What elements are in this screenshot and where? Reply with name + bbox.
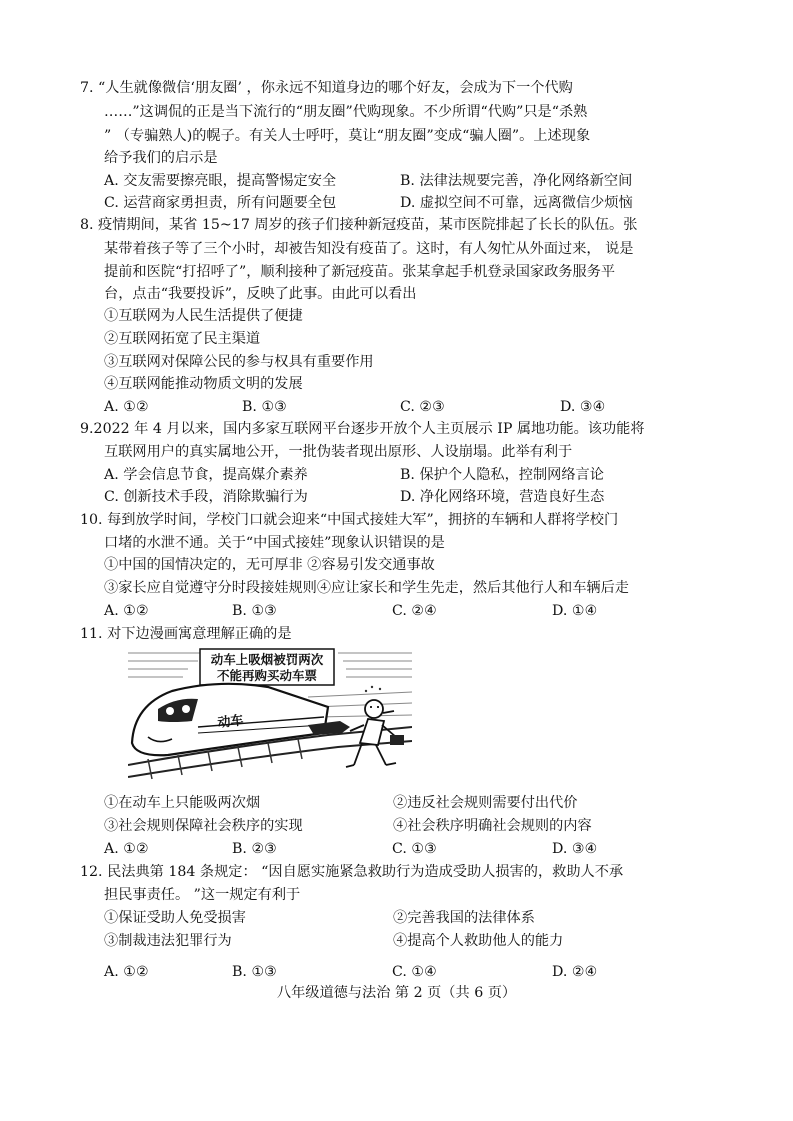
q10-statements-1-2: ①中国的国情决定的，无可厚非 ②容易引发交通事故	[104, 557, 435, 573]
q7-option-c: C. 运营商家勇担责，所有问题要全包	[104, 195, 337, 211]
q9-line-1: 9.2022 年 4 月以来，国内多家互联网平台逐步开放个人主页展示 IP 属地功能。该功能将	[80, 421, 645, 437]
q8-line-1: 8. 疫情期间，某省 15~17 周岁的孩子们接种新冠疫苗，某市医院排起了长长的队伍。张	[80, 217, 638, 233]
q10-line-2: 口堵的水泄不通。关于“中国式接娃”现象认识错误的是	[104, 535, 445, 551]
q10-option-b: B. ①③	[232, 603, 277, 619]
q8-option-d: D. ③④	[560, 399, 606, 415]
q11-option-d: D. ③④	[552, 841, 598, 857]
q11-option-c: C. ①③	[392, 841, 437, 857]
q9-option-b: B. 保护个人隐私，控制网络言论	[400, 467, 604, 483]
q12-statement-2: ②完善我国的法律体系	[393, 910, 535, 926]
q8-option-b: B. ①③	[242, 399, 287, 415]
q8-line-4: 台，点击“我要投诉”，反映了此事。由此可以看出	[104, 286, 417, 302]
q7-line-2: ……”这调侃的正是当下流行的“朋友圈”代购现象。不少所谓“代购”只是“杀熟	[104, 104, 588, 120]
q7-line-1: 7. “人生就像微信‘朋友圈’ ，你永远不知道身边的哪个好友，会成为下一个代购	[80, 80, 573, 96]
briefcase	[390, 735, 404, 745]
q7-option-a: A. 交友需要擦亮眼，提高警惕定安全	[104, 173, 337, 189]
q9-line-2: 互联网用户的真实属地公开，一批伪装者现出原形、人设崩塌。此举有利于	[104, 444, 573, 460]
q10-statements-3-4: ③家长应自觉遵守分时段接娃规则④应让家长和学生先走，然后其他行人和车辆后走	[104, 580, 629, 596]
q8-statement-3: ③互联网对保障公民的参与权具有重要作用	[104, 354, 374, 370]
q12-option-c: C. ①④	[392, 964, 437, 980]
train-label: 动车	[216, 713, 245, 731]
q11-statement-1: ①在动车上只能吸两次烟	[104, 795, 261, 811]
q7-line-4: 给予我们的启示是	[104, 150, 218, 166]
q7-option-b: B. 法律法规要完善，净化网络新空间	[400, 173, 633, 189]
q12-option-b: B. ①③	[232, 964, 277, 980]
q11-option-b: B. ②③	[232, 841, 277, 857]
q7-option-d: D. 虚拟空间不可靠，远离微信少烦恼	[400, 195, 633, 211]
q10-option-a: A. ①②	[104, 603, 149, 619]
q12-line-1: 12. 民法典第 184 条规定： “因自愿实施紧急救助行为造成受助人损害的，救助人不承	[80, 864, 624, 880]
q12-statement-4: ④提高个人救助他人的能力	[393, 933, 564, 949]
q12-option-a: A. ①②	[104, 964, 149, 980]
q11-statement-3: ③社会规则保障社会秩序的实现	[104, 818, 303, 834]
cartoon-caption-line-2: 不能再购买动车票	[216, 668, 318, 683]
cartoon-caption-line-1: 动车上吸烟被罚两次	[210, 652, 324, 667]
q8-option-c: C. ②③	[400, 399, 445, 415]
q10-line-1: 10. 每到放学时间，学校门口就会迎来“中国式接娃大军”，拥挤的车辆和人群将学校门	[80, 512, 619, 528]
q11-line-1: 11. 对下边漫画寓意理解正确的是	[80, 626, 292, 642]
q12-option-d: D. ②④	[552, 964, 598, 980]
cartoon-drawing	[128, 647, 412, 783]
q9-option-c: C. 创新技术手段，消除欺骗行为	[104, 489, 308, 505]
q11-option-a: A. ①②	[104, 841, 149, 857]
q11-statement-4: ④社会秩序明确社会规则的内容	[393, 818, 592, 834]
q8-line-3: 提前和医院“打招呼了”，顺利接种了新冠疫苗。张某拿起手机登录国家政务服务平	[104, 264, 616, 280]
q9-option-a: A. 学会信息节食，提高媒介素养	[104, 467, 308, 483]
page-footer: 八年级道德与法治 第 2 页（共 6 页）	[276, 985, 517, 1001]
q8-option-a: A. ①②	[104, 399, 149, 415]
q11-statement-2: ②违反社会规则需要付出代价	[393, 795, 578, 811]
q8-statement-4: ④互联网能推动物质文明的发展	[104, 376, 303, 392]
q8-line-2: 某带着孩子等了三个小时，却被告知没有疫苗了。这时，有人匆忙从外面过来， 说是	[104, 241, 634, 257]
q8-statement-2: ②互联网拓宽了民主渠道	[104, 331, 261, 347]
q9-option-d: D. 净化网络环境，营造良好生态	[400, 489, 605, 505]
q12-statement-3: ③制裁违法犯罪行为	[104, 933, 232, 949]
q10-option-c: C. ②④	[392, 603, 437, 619]
q8-statement-1: ①互联网为人民生活提供了便捷	[104, 308, 303, 324]
q12-statement-1: ①保证受助人免受损害	[104, 910, 246, 926]
q10-option-d: D. ①④	[552, 603, 598, 619]
q12-line-2: 担民事责任。 ”这一规定有利于	[104, 887, 301, 903]
q7-line-3: ” （专骗熟人)的幌子。有关人士呼吁，莫让“朋友圈”变成“骗人圈”。上述现象	[104, 128, 591, 144]
cartoon-illustration	[128, 647, 412, 783]
